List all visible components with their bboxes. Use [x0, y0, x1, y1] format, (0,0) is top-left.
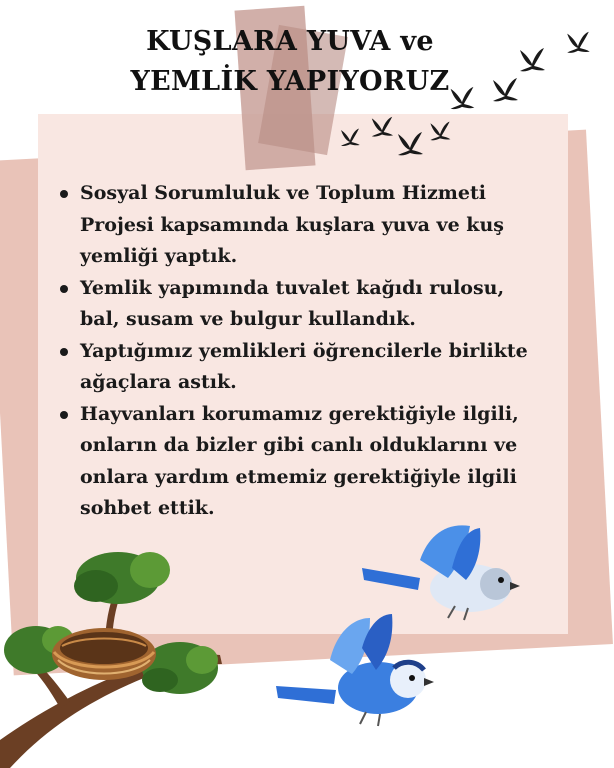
nest-icon [52, 628, 156, 680]
bullet-item: Yaptığımız yemlikleri öğrencilerle birlikte ağaçlara astık. [56, 336, 536, 399]
title-line-2: YEMLİK YAPIYORUZ [130, 66, 450, 97]
bullet-item: Sosyal Sorumluluk ve Toplum Hizmeti Projesi kapsamında kuşlara yuva ve kuş yemliği yaptık. [56, 178, 536, 273]
bullet-item: Yemlik yapımında tuvalet kağıdı rulosu, bal, susam ve bulgur kullandık. [56, 273, 536, 336]
blue-bird-icon [362, 525, 520, 620]
bullet-item: Hayvanları korumamız gerektiğiyle ilgili, onların da bizler gibi canlı olduklarını ve onlara yardım etmemiz gerektiğiyle ilgili sohbet ettik. [56, 399, 536, 525]
title-line-1: KUŞLARA YUVA ve [146, 26, 434, 57]
blue-bird-icon [276, 614, 434, 726]
